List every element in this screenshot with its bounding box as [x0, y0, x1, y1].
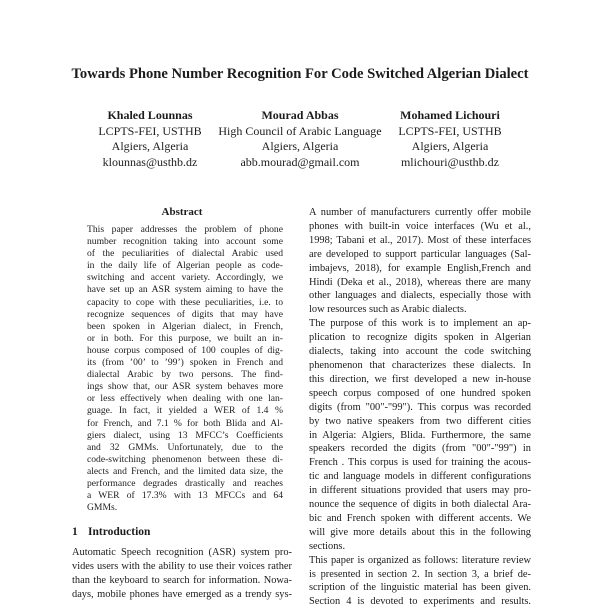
body-line: sections.: [309, 540, 346, 552]
body-line: are developed to support particular languages (Sal-: [309, 248, 531, 260]
author-block: [360, 108, 540, 170]
intro-body: [72, 546, 292, 602]
author-name: Khaled Lounnas: [107, 108, 193, 122]
body-line: vides users with the ability to use their voices rather: [72, 561, 292, 573]
abstract-line: house corpus composed of 100 couples of dig-: [87, 344, 283, 356]
body-line: by two native speakers from two different cities: [309, 415, 531, 427]
body-line: French . This corpus is used for training the acous-: [309, 457, 531, 469]
body-line: This paper is organized as follows: literature review: [309, 554, 531, 566]
author-location: Algiers, Algeria: [111, 139, 189, 153]
abstract-line: switching and accent variety. Accordingly, we: [87, 272, 283, 284]
abstract-heading: Abstract: [161, 206, 203, 218]
section-heading: [72, 526, 292, 538]
body-line: plication to recognize digits spoken in Algerian: [309, 332, 531, 344]
abstract-line: of the peculiarities of dialectal Arabic used: [87, 248, 283, 260]
author-affiliation: LCPTS-FEI, USTHB: [98, 123, 202, 138]
author-name: Mourad Abbas: [261, 108, 339, 122]
author-location: Algiers, Algeria: [411, 139, 489, 153]
body-line: scription of the linguistic material has been given.: [309, 582, 531, 594]
body-line: Section 4 is devoted to experiments and results.: [309, 596, 531, 608]
abstract-line: for French, and 7.1 % for both Blida and Al-: [87, 417, 283, 429]
abstract-line: giers dialect, using 13 MFCC’s Coefficients: [87, 429, 283, 441]
body-line: bic and French spoken with different accents. We: [309, 512, 531, 524]
abstract-line: dialectal Arabic by two persons. The find-: [87, 369, 283, 381]
abstract-line: GMMs.: [87, 502, 118, 514]
abstract-line: alects and French, and the limited data size, the: [87, 465, 283, 477]
author-name: Mohamed Lichouri: [400, 108, 500, 122]
body-line: nounce the sequence of digits in both dialectal Ara-: [309, 499, 531, 511]
body-line: dialects, taking into account the code switching: [309, 346, 531, 358]
body-line: days, mobile phones have emerged as a trendy sys-: [72, 588, 292, 600]
abstract-line: number recognition taking into account some: [87, 236, 283, 248]
author-email: klounnas@usthb.dz: [102, 154, 198, 169]
abstract-line: have set up an ASR system aiming to have the: [87, 284, 283, 296]
abstract-line: This paper addresses the problem of phone: [87, 224, 283, 235]
author-email: abb.mourad@gmail.com: [240, 154, 360, 169]
body-line: 1998; Tabani et al., 2017). Most of these interfaces: [309, 234, 531, 246]
body-line: than the keyboard to search for information. Nowa-: [72, 575, 292, 587]
right-column: [309, 206, 531, 609]
abstract-line: a WER of 17.3% with 13 MFCCs and 64: [87, 490, 283, 502]
body-line: low resources such as Arabic dialects.: [309, 304, 467, 316]
body-line: is presented in section 2. In section 3, a brief de-: [309, 568, 531, 580]
author-affiliation: High Council of Arabic Language: [218, 123, 382, 138]
body-line: Automatic Speech recognition (ASR) system pro-: [72, 547, 292, 559]
body-line: imbajevs, 2018), for example English,French and: [309, 262, 531, 274]
abstract-line: performance degrades drastically and reaches: [87, 477, 283, 489]
abstract-line: its (from ’00’ to ’99’) spoken in French and: [87, 357, 283, 369]
abstract-body: [72, 224, 292, 514]
body-line: tic and language models in different configurations: [309, 471, 531, 483]
abstract-line: ings show that, our ASR system behaves more: [87, 381, 283, 393]
body-line: other languages and dialects, especially those with: [309, 290, 531, 302]
body-line: phones with built-in voice interfaces (Wu et al.,: [309, 220, 531, 232]
abstract-line: recognize sequences of digits that may have: [87, 308, 283, 320]
body-line: this direction, we first developed a new in-house: [309, 373, 531, 385]
body-line: phenomenon that characterizes these dialects. In: [309, 359, 531, 371]
body-line: speakers recorded the digits (from "00"-"99") in: [309, 443, 531, 455]
body-line: Hindi (Deka et al., 2018), whereas there are many: [309, 276, 531, 288]
section-number: 1: [72, 526, 78, 539]
abstract-line: or in both. For this purpose, we built an in-: [87, 332, 283, 344]
paper-title: Towards Phone Number Recognition For Code Switched Algerian Dialect: [71, 66, 529, 82]
author-email: mlichouri@usthb.dz: [400, 154, 500, 169]
section-title: Introduction: [88, 526, 151, 539]
abstract-line: code-switching phenomenon between these di-: [87, 453, 283, 465]
abstract-line: guage. In fact, it yielded a WER of 1.4 %: [87, 405, 283, 417]
body-line: will give more details about this in the following: [309, 526, 531, 538]
left-column: [72, 206, 292, 602]
author-location: Algiers, Algeria: [261, 139, 339, 153]
body-line: digits (from "00"-"99"). This corpus was recorded: [309, 401, 531, 413]
body-line: in Algeria: Algiers, Blida. Furthermore, the same: [309, 429, 531, 441]
abstract-line: been spoken in Algerian dialect, in French,: [87, 320, 283, 332]
body-line: speech corpus composed of one hundred spoken: [309, 387, 531, 399]
body-line: in different situations provided that users may pro-: [309, 485, 531, 497]
author-affiliation: LCPTS-FEI, USTHB: [398, 123, 502, 138]
body-line: A number of manufacturers currently offer mobile: [309, 207, 531, 218]
body-line: The purpose of this work is to implement an ap-: [309, 318, 531, 330]
abstract-line: in the daily life of Algerian people as code-: [87, 260, 283, 272]
abstract-line: and 32 GMMs. Unfortunately, due to the: [87, 441, 283, 453]
abstract-line: capacity to cope with these peculiarities, i.e. to: [87, 296, 283, 308]
abstract-line: or less effectively when dealing with one lan-: [87, 393, 283, 405]
